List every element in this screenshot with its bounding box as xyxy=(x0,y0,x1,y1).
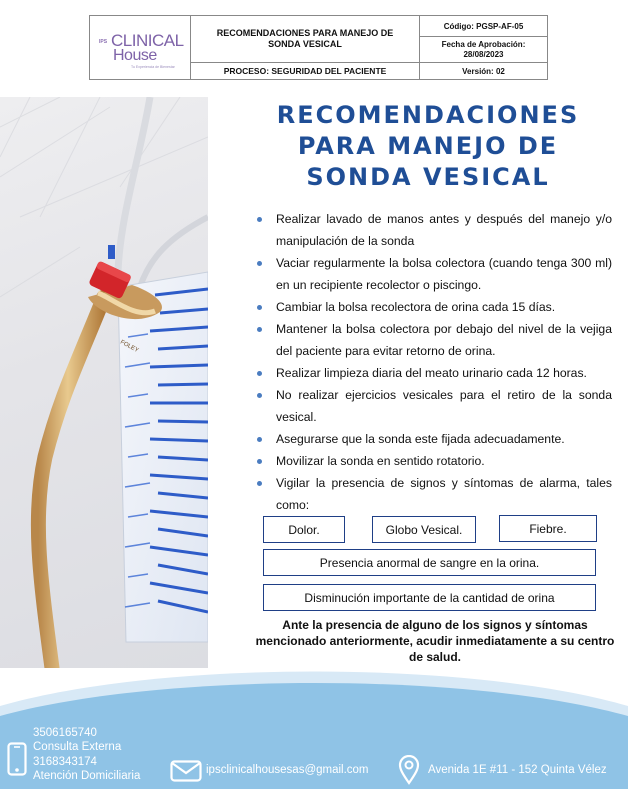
header-version: Versión: 02 xyxy=(462,66,505,76)
address: Avenida 1E #11 - 152 Quinta Vélez xyxy=(428,764,607,776)
recommendation-item: Vaciar regularmente la bolsa colectora (cuando tenga 300 ml) en un recipiente recolector o piscingo. xyxy=(255,252,612,296)
logo-house-text: House xyxy=(113,46,157,64)
header-approval xyxy=(420,37,547,63)
recommendation-item: Asegurarse que la sonda este fijada adecuadamente. xyxy=(255,428,612,450)
phone-number-2: 3168343174 xyxy=(33,756,97,768)
recommendation-item: No realizar ejercicios vesicales para el retiro de la sonda vesical. xyxy=(255,384,612,428)
alarm-sign-sangre: Presencia anormal de sangre en la orina. xyxy=(263,549,596,576)
phone-label-1: Consulta Externa xyxy=(33,741,122,753)
header-code: Código: PGSP-AF-05 xyxy=(420,16,547,37)
main-title-line-3: SONDA VESICAL xyxy=(306,163,550,191)
catheter-illustration xyxy=(0,97,208,668)
main-title xyxy=(240,100,616,193)
company-logo xyxy=(97,25,183,71)
catheter-label: FOLEY xyxy=(119,339,140,355)
catheter-photo xyxy=(0,97,208,668)
document-header xyxy=(89,15,548,80)
main-title-line-1: RECOMENDACIONES xyxy=(276,101,580,129)
phone-label-2: Atención Domiciliaria xyxy=(33,770,141,782)
main-title-line-2: PARA MANEJO DE xyxy=(297,132,559,160)
header-approval-label: Fecha de Aprobación: xyxy=(441,39,526,49)
alarm-sign-globo-vesical: Globo Vesical. xyxy=(372,516,476,543)
recommendation-item: Realizar lavado de manos antes y después del manejo y/o manipulación de la sonda xyxy=(255,208,612,252)
logo-ips-text: IPS xyxy=(99,38,108,45)
phone-icon xyxy=(7,742,27,776)
company-logo-cell xyxy=(90,16,191,79)
header-process: PROCESO: SEGURIDAD DEL PACIENTE xyxy=(191,63,420,79)
header-document-title: RECOMENDACIONES PARA MANEJO DE SONDA VESICAL xyxy=(191,16,420,63)
alarm-sign-dolor: Dolor. xyxy=(263,516,345,543)
phone-number-1: 3506165740 xyxy=(33,727,97,739)
email-address[interactable]: ipsclinicalhousesas@gmail.com xyxy=(206,764,369,776)
recommendation-item: Mantener la bolsa colectora por debajo del nivel de la vejiga del paciente para evitar retorno de orina. xyxy=(255,318,612,362)
recommendation-item: Realizar limpieza diaria del meato urinario cada 12 horas. xyxy=(255,362,612,384)
alarm-sign-disminucion: Disminución importante de la cantidad de orina xyxy=(263,584,596,611)
final-note: Ante la presencia de alguno de los signos y síntomas mencionado anteriormente, acudir inmediatamente a su centro de salud. xyxy=(255,618,615,664)
header-approval-date: 28/08/2023 xyxy=(463,49,504,59)
recommendation-item: Cambiar la bolsa recolectora de orina cada 15 días. xyxy=(255,296,612,318)
alarm-sign-fiebre: Fiebre. xyxy=(499,515,597,542)
recommendations-list xyxy=(255,208,612,516)
logo-tagline: Tu Experiencia de Bienestar xyxy=(131,64,175,69)
location-pin-icon xyxy=(398,755,420,785)
recommendation-item: Vigilar la presencia de signos y síntomas de alarma, tales como: xyxy=(255,472,612,516)
email-icon xyxy=(170,760,202,782)
logo-clinical-text: CLINICAL xyxy=(111,30,184,50)
recommendation-item: Movilizar la sonda en sentido rotatorio. xyxy=(255,450,612,472)
